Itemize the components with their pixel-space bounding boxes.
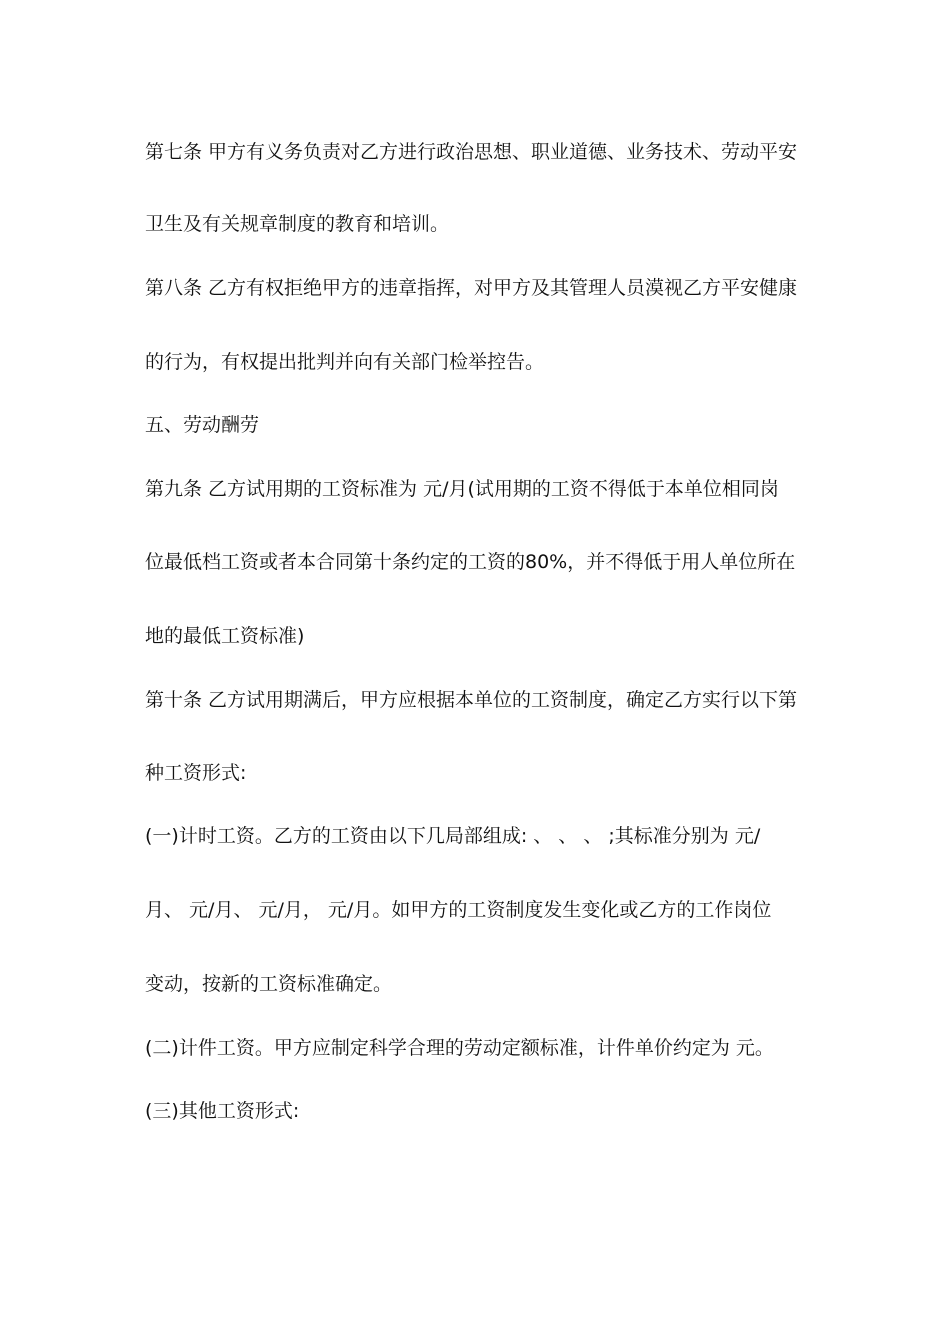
article-9-line-2: 位最低档工资或者本合同第十条约定的工资的80%，并不得低于用人单位所在 [145,551,796,573]
item-2-line: (二)计件工资。甲方应制定科学合理的劳动定额标准，计件单价约定为 元。 [145,1037,774,1059]
article-9-line-1: 第九条 乙方试用期的工资标准为 元/月(试用期的工资不得低于本单位相同岗 [145,478,779,500]
article-10-line-2: 种工资形式: [145,762,247,784]
item-1-line-2: 月、 元/月、 元/月， 元/月。如甲方的工资制度发生变化或乙方的工作岗位 [145,899,772,921]
item-1-line-1: (一)计时工资。乙方的工资由以下几局部组成: 、 、 、 ;其标准分别为 元/ [145,825,761,847]
section-5-heading: 五、劳动酬劳 [145,414,260,436]
article-9-line-3: 地的最低工资标准) [145,625,305,647]
item-3-line: (三)其他工资形式: [145,1100,300,1122]
article-7-line-2: 卫生及有关规章制度的教育和培训。 [145,213,450,235]
article-8-line-2: 的行为，有权提出批判并向有关部门检举控告。 [145,351,545,373]
article-10-line-1: 第十条 乙方试用期满后，甲方应根据本单位的工资制度，确定乙方实行以下第 [145,689,798,711]
item-1-line-3: 变动，按新的工资标准确定。 [145,973,393,995]
article-8-line-1: 第八条 乙方有权拒绝甲方的违章指挥，对甲方及其管理人员漠视乙方平安健康 [145,277,798,299]
article-7-line-1: 第七条 甲方有义务负责对乙方进行政治思想、职业道德、业务技术、劳动平安 [145,141,798,163]
